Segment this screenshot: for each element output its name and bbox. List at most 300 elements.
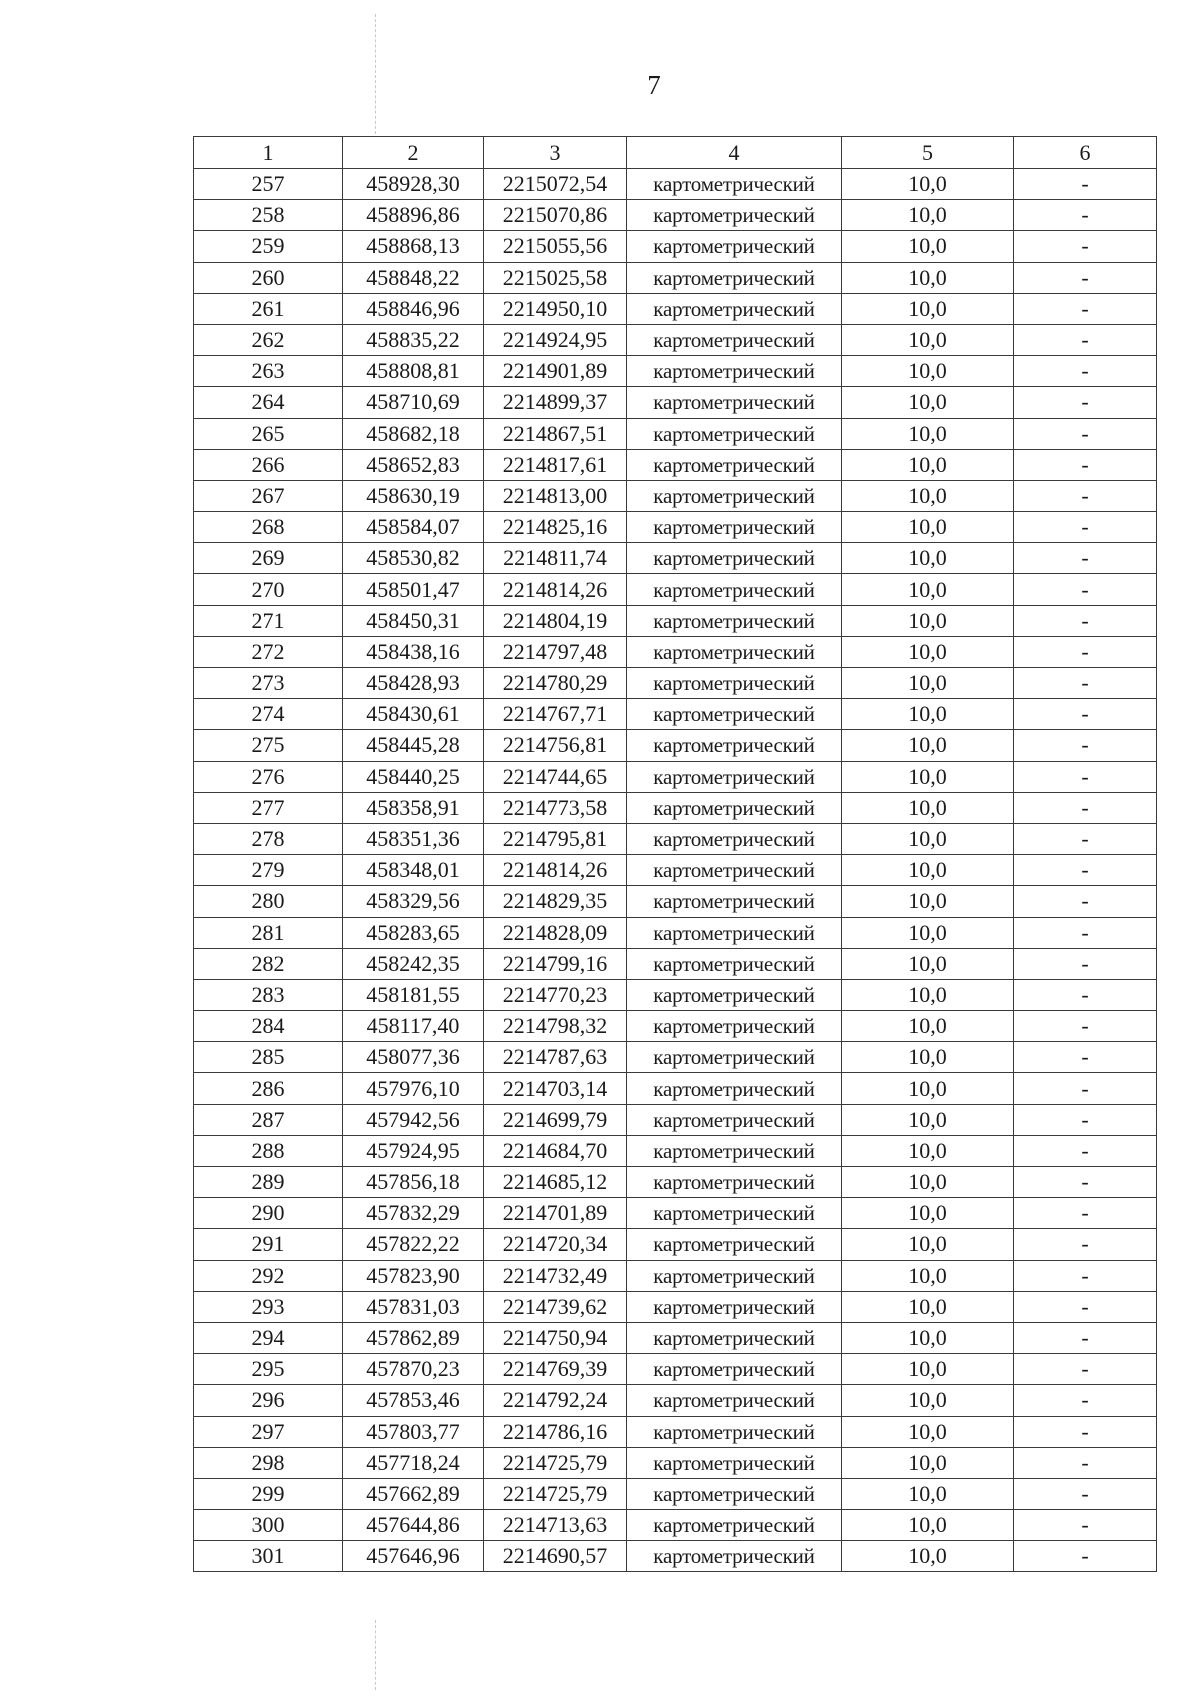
note-cell: - [1014,418,1157,449]
column-header-6: 6 [1014,137,1157,169]
note-cell: - [1014,699,1157,730]
y-coordinate-cell: 2214685,12 [484,1167,627,1198]
method-cell: картометрический [627,668,842,699]
table-row [194,543,1157,574]
x-coordinate-cell: 457976,10 [343,1073,484,1104]
method-cell: картометрический [627,200,842,231]
y-coordinate-cell: 2214825,16 [484,512,627,543]
method-cell: картометрический [627,1198,842,1229]
point-number-cell: 272 [194,636,343,667]
method-cell: картометрический [627,356,842,387]
y-coordinate-cell: 2214950,10 [484,293,627,324]
accuracy-cell: 10,0 [842,823,1014,854]
x-coordinate-cell: 458077,36 [343,1042,484,1073]
note-cell: - [1014,668,1157,699]
y-coordinate-cell: 2214684,70 [484,1135,627,1166]
y-coordinate-cell: 2214725,79 [484,1478,627,1509]
point-number-cell: 275 [194,730,343,761]
x-coordinate-cell: 457831,03 [343,1291,484,1322]
accuracy-cell: 10,0 [842,1042,1014,1073]
coordinates-table [193,136,1157,1572]
point-number-cell: 267 [194,480,343,511]
note-cell: - [1014,1510,1157,1541]
point-number-cell: 285 [194,1042,343,1073]
table-row [194,792,1157,823]
table-row [194,293,1157,324]
table-row [194,761,1157,792]
accuracy-cell: 10,0 [842,605,1014,636]
table-row [194,387,1157,418]
accuracy-cell: 10,0 [842,387,1014,418]
method-cell: картометрический [627,543,842,574]
note-cell: - [1014,1354,1157,1385]
table-row [194,1322,1157,1353]
x-coordinate-cell: 458450,31 [343,605,484,636]
method-cell: картометрический [627,1104,842,1135]
note-cell: - [1014,200,1157,231]
accuracy-cell: 10,0 [842,543,1014,574]
table-row [194,979,1157,1010]
note-cell: - [1014,387,1157,418]
accuracy-cell: 10,0 [842,1510,1014,1541]
table-row [194,1291,1157,1322]
point-number-cell: 286 [194,1073,343,1104]
point-number-cell: 266 [194,449,343,480]
x-coordinate-cell: 457822,22 [343,1229,484,1260]
note-cell: - [1014,262,1157,293]
method-cell: картометрический [627,1541,842,1572]
y-coordinate-cell: 2214770,23 [484,979,627,1010]
accuracy-cell: 10,0 [842,855,1014,886]
x-coordinate-cell: 458868,13 [343,231,484,262]
column-header-3: 3 [484,137,627,169]
table-row [194,1385,1157,1416]
table-row [194,823,1157,854]
note-cell: - [1014,1073,1157,1104]
accuracy-cell: 10,0 [842,231,1014,262]
x-coordinate-cell: 457646,96 [343,1541,484,1572]
accuracy-cell: 10,0 [842,512,1014,543]
y-coordinate-cell: 2214795,81 [484,823,627,854]
x-coordinate-cell: 458501,47 [343,574,484,605]
accuracy-cell: 10,0 [842,356,1014,387]
table-header [194,137,1157,169]
y-coordinate-cell: 2214713,63 [484,1510,627,1541]
table-row [194,231,1157,262]
accuracy-cell: 10,0 [842,1478,1014,1509]
y-coordinate-cell: 2214732,49 [484,1260,627,1291]
y-coordinate-cell: 2214744,65 [484,761,627,792]
note-cell: - [1014,1011,1157,1042]
y-coordinate-cell: 2214828,09 [484,917,627,948]
accuracy-cell: 10,0 [842,449,1014,480]
table-row [194,449,1157,480]
point-number-cell: 301 [194,1541,343,1572]
method-cell: картометрический [627,948,842,979]
table-row [194,1104,1157,1135]
note-cell: - [1014,605,1157,636]
accuracy-cell: 10,0 [842,1167,1014,1198]
point-number-cell: 276 [194,761,343,792]
note-cell: - [1014,169,1157,200]
column-header-1: 1 [194,137,343,169]
method-cell: картометрический [627,418,842,449]
method-cell: картометрический [627,449,842,480]
note-cell: - [1014,1167,1157,1198]
x-coordinate-cell: 458358,91 [343,792,484,823]
method-cell: картометрический [627,855,842,886]
y-coordinate-cell: 2215072,54 [484,169,627,200]
x-coordinate-cell: 458808,81 [343,356,484,387]
table-row [194,605,1157,636]
method-cell: картометрический [627,605,842,636]
method-cell: картометрический [627,1385,842,1416]
accuracy-cell: 10,0 [842,1229,1014,1260]
x-coordinate-cell: 458445,28 [343,730,484,761]
y-coordinate-cell: 2214690,57 [484,1541,627,1572]
accuracy-cell: 10,0 [842,200,1014,231]
note-cell: - [1014,1198,1157,1229]
column-header-2: 2 [343,137,484,169]
point-number-cell: 290 [194,1198,343,1229]
table-row [194,886,1157,917]
note-cell: - [1014,356,1157,387]
accuracy-cell: 10,0 [842,886,1014,917]
x-coordinate-cell: 457662,89 [343,1478,484,1509]
point-number-cell: 279 [194,855,343,886]
note-cell: - [1014,1135,1157,1166]
x-coordinate-cell: 458846,96 [343,293,484,324]
note-cell: - [1014,917,1157,948]
point-number-cell: 268 [194,512,343,543]
table-row [194,730,1157,761]
point-number-cell: 292 [194,1260,343,1291]
table-row [194,668,1157,699]
point-number-cell: 280 [194,886,343,917]
point-number-cell: 265 [194,418,343,449]
accuracy-cell: 10,0 [842,699,1014,730]
table-header-row [194,137,1157,169]
note-cell: - [1014,231,1157,262]
point-number-cell: 291 [194,1229,343,1260]
method-cell: картометрический [627,823,842,854]
x-coordinate-cell: 457870,23 [343,1354,484,1385]
point-number-cell: 282 [194,948,343,979]
y-coordinate-cell: 2214787,63 [484,1042,627,1073]
note-cell: - [1014,792,1157,823]
x-coordinate-cell: 458428,93 [343,668,484,699]
table-row [194,1011,1157,1042]
table-row [194,1229,1157,1260]
y-coordinate-cell: 2214804,19 [484,605,627,636]
y-coordinate-cell: 2214756,81 [484,730,627,761]
note-cell: - [1014,1385,1157,1416]
x-coordinate-cell: 457942,56 [343,1104,484,1135]
table-row [194,1510,1157,1541]
accuracy-cell: 10,0 [842,730,1014,761]
method-cell: картометрический [627,512,842,543]
point-number-cell: 287 [194,1104,343,1135]
y-coordinate-cell: 2214720,34 [484,1229,627,1260]
point-number-cell: 293 [194,1291,343,1322]
table-row [194,1073,1157,1104]
method-cell: картометрический [627,480,842,511]
note-cell: - [1014,449,1157,480]
y-coordinate-cell: 2214811,74 [484,543,627,574]
y-coordinate-cell: 2214703,14 [484,1073,627,1104]
accuracy-cell: 10,0 [842,169,1014,200]
point-number-cell: 273 [194,668,343,699]
table-row [194,324,1157,355]
y-coordinate-cell: 2214829,35 [484,886,627,917]
accuracy-cell: 10,0 [842,293,1014,324]
point-number-cell: 260 [194,262,343,293]
table-row [194,356,1157,387]
note-cell: - [1014,480,1157,511]
method-cell: картометрический [627,324,842,355]
method-cell: картометрический [627,231,842,262]
table-row [194,480,1157,511]
x-coordinate-cell: 458896,86 [343,200,484,231]
point-number-cell: 278 [194,823,343,854]
y-coordinate-cell: 2214780,29 [484,668,627,699]
x-coordinate-cell: 457803,77 [343,1416,484,1447]
table-row [194,169,1157,200]
table-row [194,1354,1157,1385]
point-number-cell: 283 [194,979,343,1010]
point-number-cell: 269 [194,543,343,574]
y-coordinate-cell: 2214767,71 [484,699,627,730]
note-cell: - [1014,1104,1157,1135]
accuracy-cell: 10,0 [842,1541,1014,1572]
table-row [194,1198,1157,1229]
note-cell: - [1014,730,1157,761]
note-cell: - [1014,574,1157,605]
method-cell: картометрический [627,293,842,324]
x-coordinate-cell: 458584,07 [343,512,484,543]
y-coordinate-cell: 2214814,26 [484,855,627,886]
y-coordinate-cell: 2214799,16 [484,948,627,979]
point-number-cell: 270 [194,574,343,605]
accuracy-cell: 10,0 [842,1135,1014,1166]
y-coordinate-cell: 2214750,94 [484,1322,627,1353]
x-coordinate-cell: 458329,56 [343,886,484,917]
x-coordinate-cell: 458848,22 [343,262,484,293]
method-cell: картометрический [627,1167,842,1198]
point-number-cell: 257 [194,169,343,200]
table-row [194,1478,1157,1509]
accuracy-cell: 10,0 [842,418,1014,449]
method-cell: картометрический [627,1478,842,1509]
y-coordinate-cell: 2214867,51 [484,418,627,449]
accuracy-cell: 10,0 [842,1291,1014,1322]
point-number-cell: 277 [194,792,343,823]
x-coordinate-cell: 458630,19 [343,480,484,511]
table-row [194,855,1157,886]
accuracy-cell: 10,0 [842,1011,1014,1042]
x-coordinate-cell: 458652,83 [343,449,484,480]
accuracy-cell: 10,0 [842,792,1014,823]
scan-fold-line-bottom [375,1620,376,1690]
note-cell: - [1014,948,1157,979]
point-number-cell: 262 [194,324,343,355]
method-cell: картометрический [627,1229,842,1260]
method-cell: картометрический [627,761,842,792]
x-coordinate-cell: 458117,40 [343,1011,484,1042]
accuracy-cell: 10,0 [842,1354,1014,1385]
x-coordinate-cell: 458351,36 [343,823,484,854]
note-cell: - [1014,1416,1157,1447]
method-cell: картометрический [627,1322,842,1353]
accuracy-cell: 10,0 [842,948,1014,979]
method-cell: картометрический [627,1510,842,1541]
x-coordinate-cell: 457718,24 [343,1447,484,1478]
accuracy-cell: 10,0 [842,1416,1014,1447]
x-coordinate-cell: 457823,90 [343,1260,484,1291]
accuracy-cell: 10,0 [842,668,1014,699]
x-coordinate-cell: 458430,61 [343,699,484,730]
point-number-cell: 297 [194,1416,343,1447]
table-row [194,512,1157,543]
note-cell: - [1014,761,1157,792]
page-number: 7 [647,70,661,100]
method-cell: картометрический [627,1416,842,1447]
y-coordinate-cell: 2215025,58 [484,262,627,293]
point-number-cell: 284 [194,1011,343,1042]
point-number-cell: 261 [194,293,343,324]
point-number-cell: 295 [194,1354,343,1385]
point-number-cell: 259 [194,231,343,262]
method-cell: картометрический [627,886,842,917]
point-number-cell: 281 [194,917,343,948]
y-coordinate-cell: 2214739,62 [484,1291,627,1322]
method-cell: картометрический [627,1260,842,1291]
accuracy-cell: 10,0 [842,1104,1014,1135]
method-cell: картометрический [627,1042,842,1073]
accuracy-cell: 10,0 [842,636,1014,667]
x-coordinate-cell: 458682,18 [343,418,484,449]
table-row [194,1447,1157,1478]
table-row [194,699,1157,730]
y-coordinate-cell: 2214701,89 [484,1198,627,1229]
note-cell: - [1014,823,1157,854]
table-row [194,1167,1157,1198]
method-cell: картометрический [627,262,842,293]
method-cell: картометрический [627,387,842,418]
x-coordinate-cell: 458835,22 [343,324,484,355]
accuracy-cell: 10,0 [842,324,1014,355]
column-header-5: 5 [842,137,1014,169]
accuracy-cell: 10,0 [842,761,1014,792]
point-number-cell: 274 [194,699,343,730]
point-number-cell: 288 [194,1135,343,1166]
method-cell: картометрический [627,1073,842,1104]
y-coordinate-cell: 2214699,79 [484,1104,627,1135]
y-coordinate-cell: 2214924,95 [484,324,627,355]
point-number-cell: 258 [194,200,343,231]
note-cell: - [1014,1042,1157,1073]
y-coordinate-cell: 2214899,37 [484,387,627,418]
note-cell: - [1014,293,1157,324]
point-number-cell: 263 [194,356,343,387]
point-number-cell: 264 [194,387,343,418]
accuracy-cell: 10,0 [842,1385,1014,1416]
method-cell: картометрический [627,792,842,823]
note-cell: - [1014,1229,1157,1260]
table-row [194,1042,1157,1073]
method-cell: картометрический [627,730,842,761]
point-number-cell: 289 [194,1167,343,1198]
note-cell: - [1014,1447,1157,1478]
table-row [194,948,1157,979]
x-coordinate-cell: 457832,29 [343,1198,484,1229]
x-coordinate-cell: 458181,55 [343,979,484,1010]
y-coordinate-cell: 2214814,26 [484,574,627,605]
accuracy-cell: 10,0 [842,1322,1014,1353]
method-cell: картометрический [627,574,842,605]
y-coordinate-cell: 2214901,89 [484,356,627,387]
y-coordinate-cell: 2215070,86 [484,200,627,231]
y-coordinate-cell: 2214769,39 [484,1354,627,1385]
method-cell: картометрический [627,1135,842,1166]
y-coordinate-cell: 2214792,24 [484,1385,627,1416]
note-cell: - [1014,979,1157,1010]
note-cell: - [1014,324,1157,355]
x-coordinate-cell: 457862,89 [343,1322,484,1353]
note-cell: - [1014,1260,1157,1291]
accuracy-cell: 10,0 [842,979,1014,1010]
note-cell: - [1014,855,1157,886]
table-row [194,1135,1157,1166]
table-body [194,169,1157,1572]
table-row [194,636,1157,667]
method-cell: картометрический [627,169,842,200]
x-coordinate-cell: 457924,95 [343,1135,484,1166]
point-number-cell: 296 [194,1385,343,1416]
x-coordinate-cell: 458438,16 [343,636,484,667]
method-cell: картометрический [627,699,842,730]
accuracy-cell: 10,0 [842,1260,1014,1291]
point-number-cell: 298 [194,1447,343,1478]
table-row [194,1541,1157,1572]
method-cell: картометрический [627,1011,842,1042]
note-cell: - [1014,1322,1157,1353]
point-number-cell: 271 [194,605,343,636]
accuracy-cell: 10,0 [842,574,1014,605]
method-cell: картометрический [627,1447,842,1478]
y-coordinate-cell: 2215055,56 [484,231,627,262]
x-coordinate-cell: 457856,18 [343,1167,484,1198]
accuracy-cell: 10,0 [842,262,1014,293]
note-cell: - [1014,1541,1157,1572]
y-coordinate-cell: 2214786,16 [484,1416,627,1447]
x-coordinate-cell: 458530,82 [343,543,484,574]
note-cell: - [1014,512,1157,543]
point-number-cell: 294 [194,1322,343,1353]
note-cell: - [1014,1478,1157,1509]
note-cell: - [1014,543,1157,574]
x-coordinate-cell: 458440,25 [343,761,484,792]
note-cell: - [1014,636,1157,667]
point-number-cell: 300 [194,1510,343,1541]
y-coordinate-cell: 2214725,79 [484,1447,627,1478]
note-cell: - [1014,886,1157,917]
accuracy-cell: 10,0 [842,480,1014,511]
table-row [194,1416,1157,1447]
table-row [194,917,1157,948]
method-cell: картометрический [627,917,842,948]
accuracy-cell: 10,0 [842,1198,1014,1229]
